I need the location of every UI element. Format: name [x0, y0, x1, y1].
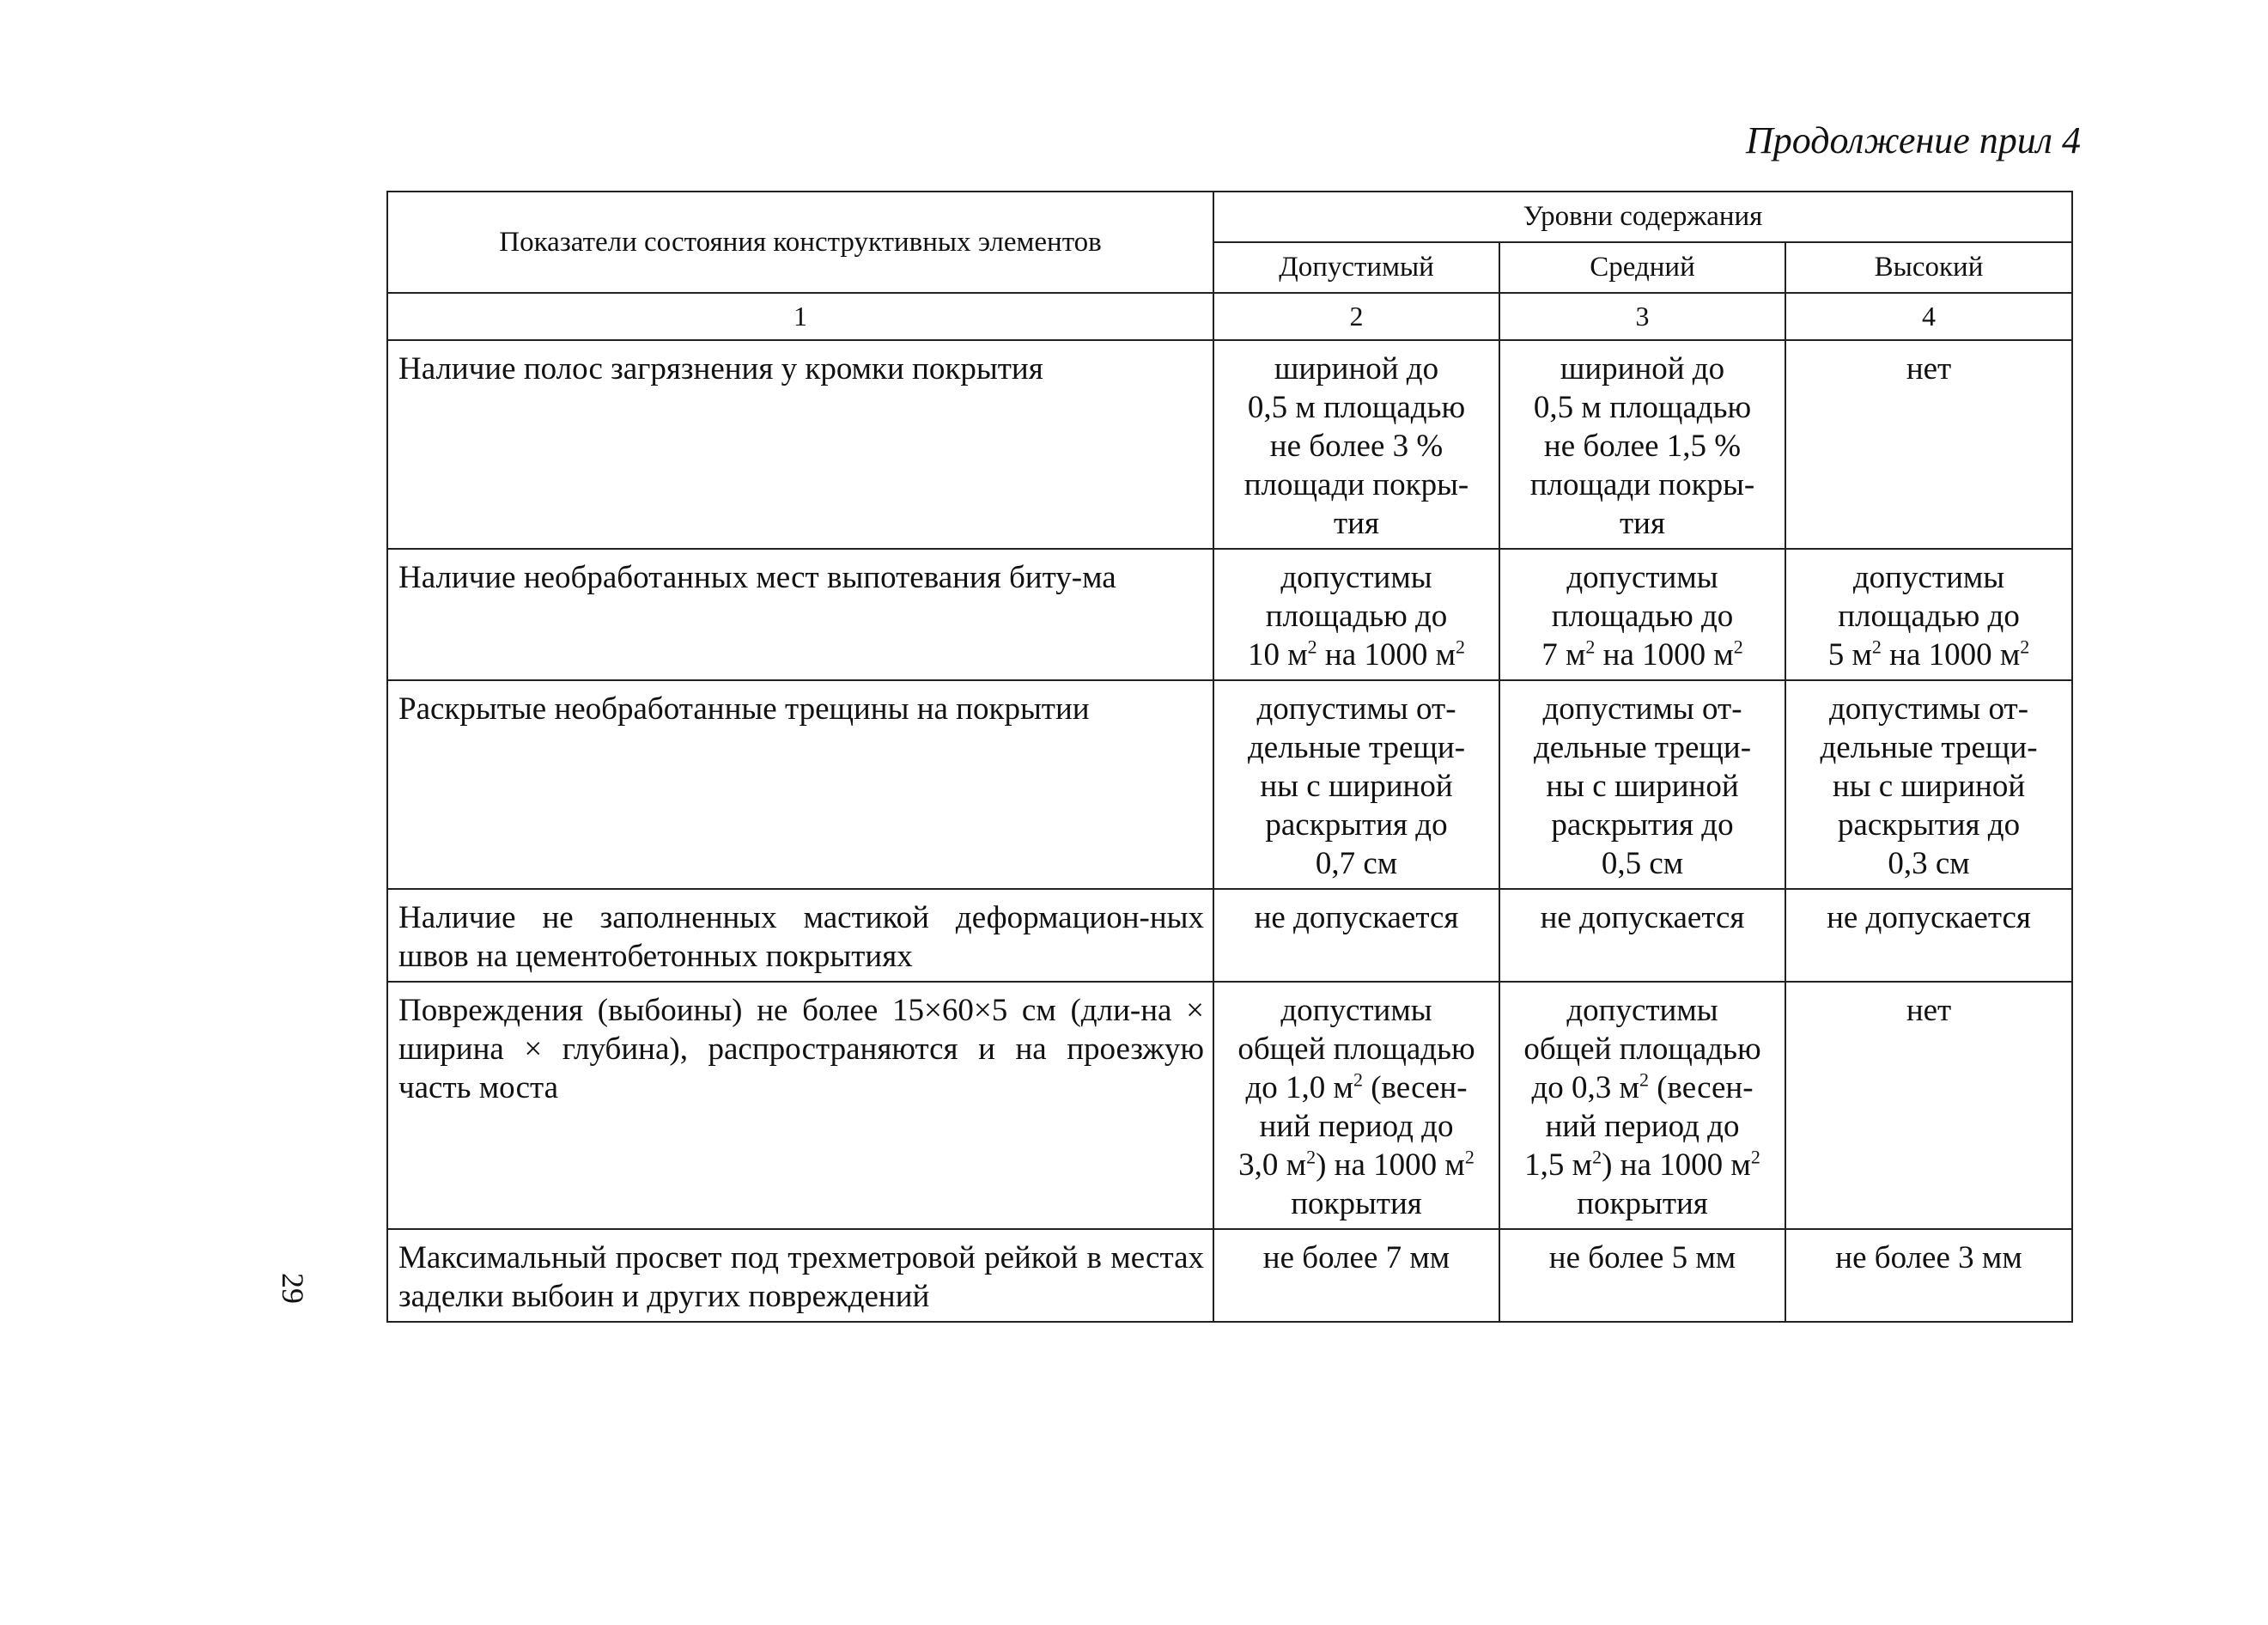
row-indicator: Раскрытые необработанные трещины на покрытии: [387, 680, 1213, 889]
table-row: [387, 1229, 2072, 1322]
header-indicator: Показатели состояния конструктивных элементов: [387, 192, 1213, 293]
row-indicator: Наличие необработанных мест выпотевания биту-ма: [387, 549, 1213, 680]
row-value-acceptable: допустимы площадью до 10 $м^2$ на 1000 $м^2$: [1213, 549, 1499, 680]
row-value-medium: допустимы площадью до 7 $м^2$ на 1000 $м^2$: [1499, 549, 1785, 680]
header-maintenance-levels: Уровни содержания: [1213, 192, 2072, 242]
row-value-high: нет: [1785, 982, 2072, 1229]
row-value-acceptable: не допускается: [1213, 889, 1499, 982]
table-row: [387, 340, 2072, 549]
row-indicator: Наличие полос загрязнения у кромки покрытия: [387, 340, 1213, 549]
row-value-high: допустимы от- дельные трещи- ны с шириной раскрытия до 0,3 см: [1785, 680, 2072, 889]
row-indicator: Повреждения (выбоины) не более 15×60×5 см (дли-на × ширина × глубина), распространяются и на проезжую часть моста: [387, 982, 1213, 1229]
row-value-acceptable: шириной до 0,5 м площадью не более 3 % площади покры- тия: [1213, 340, 1499, 549]
maintenance-levels-table: [386, 191, 2073, 1323]
table-row: [387, 680, 2072, 889]
row-value-acceptable: допустимы от- дельные трещи- ны с шириной раскрытия до 0,7 см: [1213, 680, 1499, 889]
row-value-medium: не более 5 мм: [1499, 1229, 1785, 1322]
row-value-acceptable: допустимы общей площадью до 1,0 $м^2$ (весен- ний период до 3,0 $м^2$) на 1000 $м^2$ покрытия: [1213, 982, 1499, 1229]
row-value-acceptable: не более 7 мм: [1213, 1229, 1499, 1322]
row-indicator: Максимальный просвет под трехметровой рейкой в местах заделки выбоин и других повреждений: [387, 1229, 1213, 1322]
row-value-high: не более 3 мм: [1785, 1229, 2072, 1322]
table-row: [387, 889, 2072, 982]
row-value-high: не допускается: [1785, 889, 2072, 982]
table-row: [387, 982, 2072, 1229]
row-value-medium: допустимы общей площадью до 0,3 $м^2$ (весен- ний период до 1,5 $м^2$) на 1000 $м^2$ покрытия: [1499, 982, 1785, 1229]
header-level-medium: Средний: [1499, 242, 1785, 293]
row-value-high: нет: [1785, 340, 2072, 549]
appendix-continuation-caption: Продолжение прил 4: [1746, 119, 2081, 161]
row-value-medium: допустимы от- дельные трещи- ны с шириной раскрытия до 0,5 см: [1499, 680, 1785, 889]
table-row: [387, 549, 2072, 680]
row-value-medium: шириной до 0,5 м площадью не более 1,5 % площади покры- тия: [1499, 340, 1785, 549]
row-value-medium: не допускается: [1499, 889, 1785, 982]
page-number: 29: [276, 1273, 310, 1304]
row-value-high: допустимы площадью до 5 $м^2$ на 1000 $м^2$: [1785, 549, 2072, 680]
row-indicator: Наличие не заполненных мастикой деформацион-ных швов на цементобетонных покрытиях: [387, 889, 1213, 982]
header-level-acceptable: Допустимый: [1213, 242, 1499, 293]
column-number-4: 4: [1785, 293, 2072, 340]
column-number-1: 1: [387, 293, 1213, 340]
column-number-3: 3: [1499, 293, 1785, 340]
header-level-high: Высокий: [1785, 242, 2072, 293]
column-number-2: 2: [1213, 293, 1499, 340]
